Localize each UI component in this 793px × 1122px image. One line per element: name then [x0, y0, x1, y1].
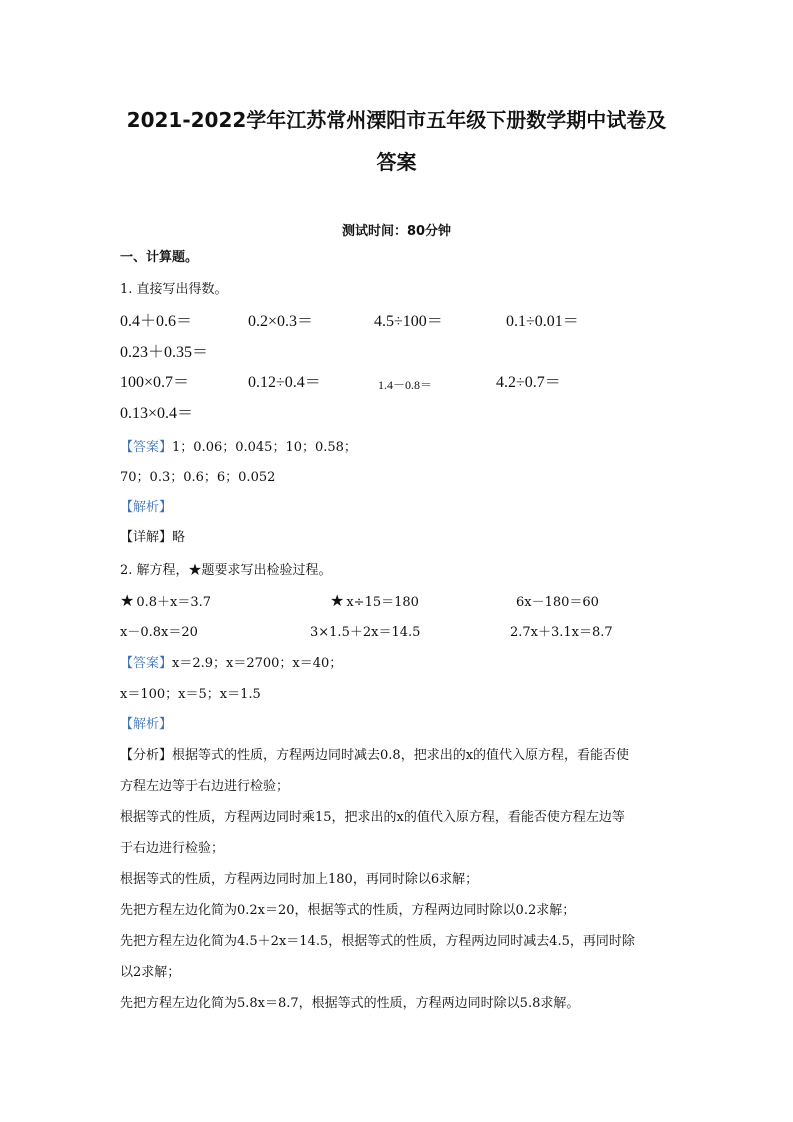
- star-icon: ★: [120, 591, 135, 610]
- star-icon: ★: [330, 591, 345, 610]
- expression: 1.4－0.8＝: [378, 378, 433, 392]
- equation: 3×1.5＋2x＝14.5: [310, 625, 421, 640]
- equation: ★ x÷15＝180: [330, 591, 419, 610]
- expression: 4.2÷0.7＝: [496, 374, 561, 391]
- analysis-tag: 【解析】: [120, 717, 173, 732]
- answer-tag: 【答案】: [120, 656, 173, 671]
- equation: ★ 0.8＋x＝3.7: [120, 591, 212, 610]
- expression: 0.13×0.4＝: [120, 405, 194, 422]
- detail-text: 略: [172, 530, 186, 545]
- expression: 0.1÷0.01＝: [506, 313, 579, 330]
- expression: 0.23＋0.35＝: [120, 344, 209, 361]
- answer-line-2: x＝100；x＝5；x＝1.5: [120, 687, 261, 702]
- detail-line: [120, 530, 185, 546]
- question-2-label: 2. 解方程，★题要求写出检验过程。: [120, 563, 332, 578]
- analysis-paragraph: 【分析】根据等式的性质，方程两边同时减去0.8，把求出的x的值代入原方程，看能否使: [120, 748, 630, 763]
- answer-text: 1；0.06；0.045；10；0.58；: [172, 440, 357, 455]
- analysis-paragraph: 方程左边等于右边进行检验；: [120, 779, 290, 794]
- expression: 0.2×0.3＝: [248, 313, 314, 330]
- answer-tag: 【答案】: [120, 440, 173, 455]
- analysis-tag: 【解析】: [120, 500, 173, 515]
- test-time: 测试时间：80分钟: [341, 224, 452, 239]
- answer-line-2: 70；0.3；0.6；6；0.052: [120, 470, 276, 485]
- page-title-continued: 答案: [376, 150, 417, 174]
- equation: x－0.8x＝20: [120, 625, 198, 640]
- analysis-paragraph: 先把方程左边化简为5.8x＝8.7，根据等式的性质，方程两边同时除以5.8求解。: [120, 996, 580, 1011]
- answer-line: [120, 656, 342, 672]
- expression: 0.4＋0.6＝: [120, 313, 193, 330]
- expression: 0.12÷0.4＝: [248, 374, 321, 391]
- analysis-paragraph: 根据等式的性质，方程两边同时加上180，再同时除以6求解；: [120, 872, 479, 887]
- expression: 4.5÷100＝: [374, 313, 443, 330]
- answer-line: [120, 440, 357, 456]
- equation: 2.7x＋3.1x＝8.7: [510, 625, 613, 640]
- section-heading: 一、计算题。: [120, 250, 199, 265]
- analysis-paragraph: 根据等式的性质，方程两边同时乘15，把求出的x的值代入原方程，看能否使方程左边等: [120, 810, 625, 825]
- analysis-paragraph: 先把方程左边化简为4.5＋2x＝14.5，根据等式的性质，方程两边同时减去4.5，再同时除: [120, 934, 635, 949]
- analysis-paragraph: 先把方程左边化简为0.2x＝20，根据等式的性质，方程两边同时除以0.2求解；: [120, 903, 576, 918]
- analysis-paragraph: 于右边进行检验；: [120, 841, 225, 856]
- answer-text: x＝2.9；x＝2700；x＝40；: [172, 656, 343, 671]
- question-1-label: 1. 直接写出得数。: [120, 282, 228, 297]
- analysis-paragraph: 以2求解；: [120, 965, 181, 980]
- page-title: 2021-2022学年江苏常州溧阳市五年级下册数学期中试卷及: [126, 108, 667, 132]
- detail-tag: 【详解】: [120, 530, 173, 545]
- equation: 6x－180＝60: [516, 595, 599, 610]
- expression: 100×0.7＝: [120, 374, 190, 391]
- fenxi-tag: 【分析】: [120, 748, 173, 763]
